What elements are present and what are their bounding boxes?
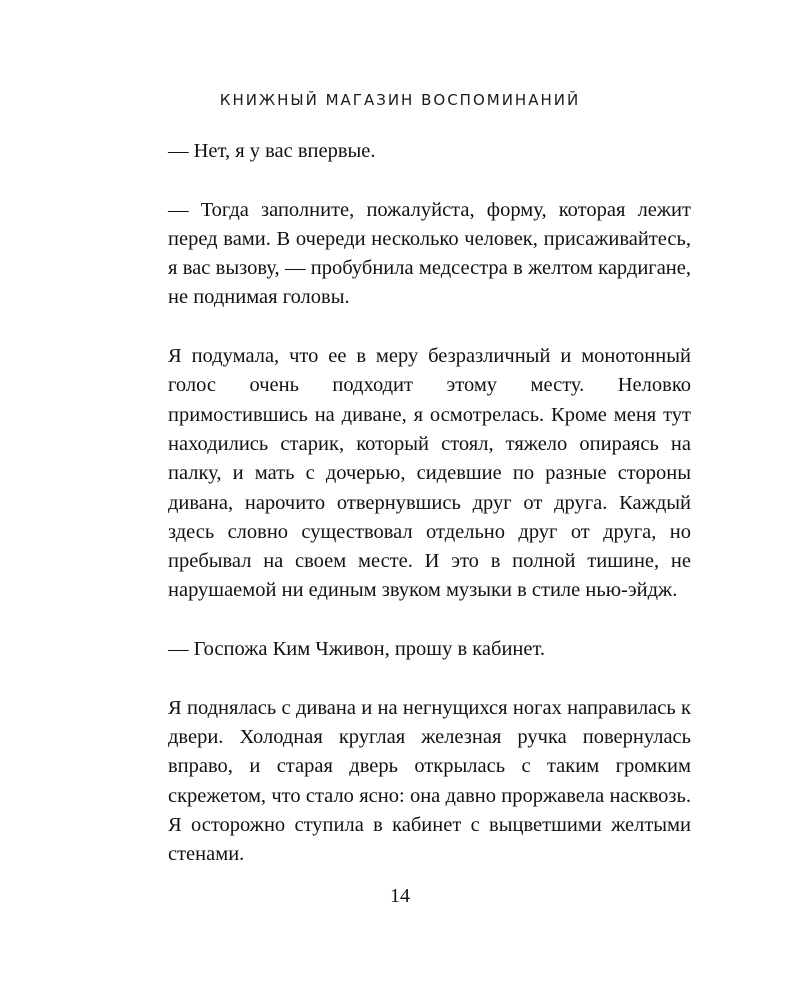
running-head: КНИЖНЫЙ МАГАЗИН ВОСПОМИНАНИЙ xyxy=(219,91,581,109)
body-text xyxy=(168,137,691,869)
paragraph-5: Я поднялась с дивана и на негнущихся ногах направилась к двери. Холодная круглая железная ручка повернулась вправо, и старая дверь открылась с таким громким скрежетом, что стало ясно: она давно проржавела насквозь. Я осторожно ступила в кабинет с выцветшими желтыми стенами. xyxy=(168,696,691,866)
paragraph-4: — Госпожа Ким Чживон, прошу в кабинет. xyxy=(168,638,546,661)
page-number: 14 xyxy=(390,885,410,907)
paragraph-3: Я подумала, что ее в меру безразличный и монотонный голос очень подходит этому месту. Неловко примостившись на диване, я осмотрелась. Кроме меня тут находились старик, который стоял, тяжело опираясь на палку, и мать с дочерью, сидевшие по разные стороны дивана, нарочито отвернувшись друг от друга. Каждый здесь словно существовал отдельно друг от друга, но пребывал на своем месте. И это в полной тишине, не нарушаемой ни единым звуком музыки в стиле нью-эйдж. xyxy=(168,345,691,602)
paragraph-1: — Нет, я у вас впервые. xyxy=(168,140,376,162)
paragraph-2: — Тогда заполните, пожалуйста, форму, которая лежит перед вами. В очереди несколько человек, присаживайтесь, я вас вызову, — пробубнила медсестра в желтом кардигане, не поднимая головы. xyxy=(168,198,691,309)
